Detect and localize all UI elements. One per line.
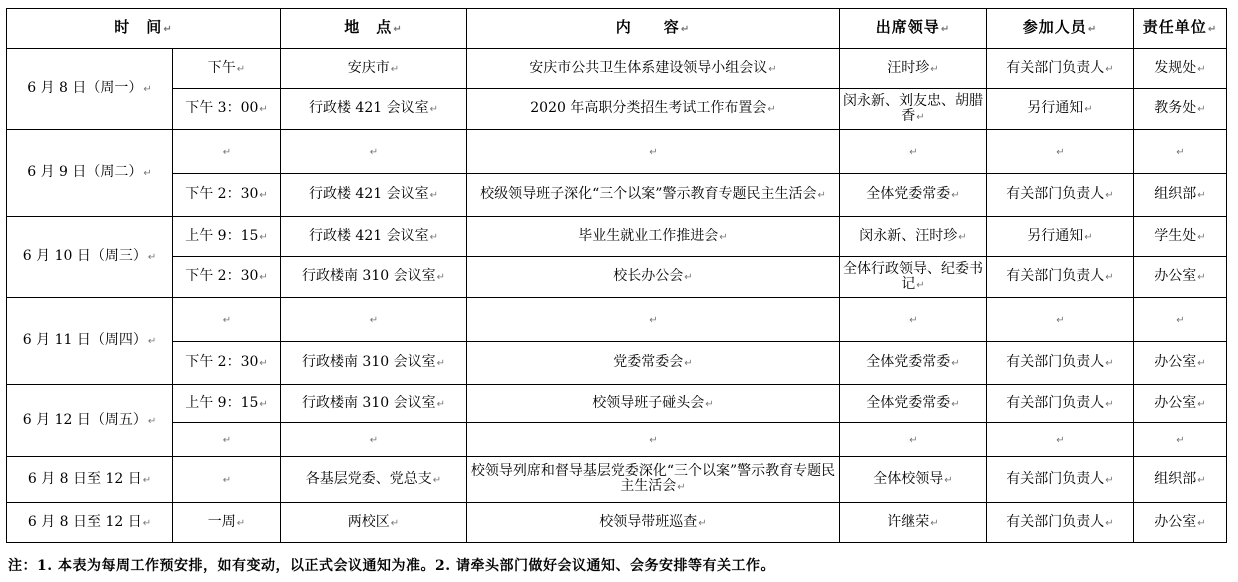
paragraph-mark: ↵ xyxy=(1197,104,1206,115)
paragraph-mark: ↵ xyxy=(429,231,438,243)
participants-cell-text: 另行通知 xyxy=(1027,100,1084,116)
paragraph-mark: ↵ xyxy=(259,398,268,410)
content-cell-text: 安庆市公共卫生体系建设领导小组会议 xyxy=(529,59,768,76)
paragraph-mark: ↵ xyxy=(768,63,777,75)
date-cell-text: 6 月 8 日（周一） xyxy=(27,80,143,96)
paragraph-mark: ↵ xyxy=(684,358,693,369)
paragraph-mark: ↵ xyxy=(147,252,157,263)
schedule-row xyxy=(7,342,1227,385)
unit-cell xyxy=(1134,174,1227,217)
header-place: 地 点↵ xyxy=(281,9,467,49)
date-cell xyxy=(7,298,173,385)
paragraph-mark: ↵ xyxy=(429,104,438,115)
paragraph-mark: ↵ xyxy=(259,272,268,283)
unit-cell xyxy=(1134,257,1227,298)
leader-cell-text: 闵永新、汪时珍 xyxy=(859,227,958,244)
schedule-body xyxy=(7,49,1227,543)
paragraph-mark: ↵ xyxy=(916,279,925,291)
time-cell-text: 下午 2：30 xyxy=(185,354,259,370)
unit-cell xyxy=(1134,130,1227,174)
leader-cell xyxy=(840,89,987,130)
paragraph-mark: ↵ xyxy=(1176,434,1185,446)
participants-cell xyxy=(987,89,1134,130)
time-cell-text: 下午 3：00 xyxy=(185,100,259,116)
place-cell xyxy=(281,89,467,130)
paragraph-mark: ↵ xyxy=(436,398,445,410)
place-cell xyxy=(281,257,467,298)
place-cell xyxy=(281,342,467,385)
leader-cell xyxy=(840,298,987,342)
paragraph-mark: ↵ xyxy=(369,146,379,158)
place-cell-text: 行政楼南 310 会议室 xyxy=(301,394,436,411)
unit-cell-text: 学生处 xyxy=(1154,227,1197,244)
paragraph-mark: ↵ xyxy=(1197,231,1206,243)
paragraph-mark: ↵ xyxy=(684,272,693,283)
leader-cell xyxy=(840,385,987,423)
schedule-row xyxy=(7,130,1227,174)
date-cell xyxy=(7,503,173,543)
paragraph-mark: ↵ xyxy=(436,272,445,283)
paragraph-mark: ↵ xyxy=(1176,314,1185,326)
paragraph-mark: ↵ xyxy=(1197,190,1206,201)
paragraph-mark: ↵ xyxy=(259,104,268,115)
content-cell xyxy=(467,503,840,543)
place-cell-text: 行政楼 421 会议室 xyxy=(308,227,429,244)
paragraph-mark: ↵ xyxy=(649,146,658,158)
paragraph-mark: ↵ xyxy=(1056,314,1065,326)
participants-cell xyxy=(987,457,1134,503)
leader-cell xyxy=(840,130,987,174)
range-row xyxy=(7,457,1227,503)
place-cell xyxy=(281,385,467,423)
paragraph-mark: ↵ xyxy=(390,63,400,75)
paragraph-mark: ↵ xyxy=(1105,517,1114,529)
place-cell xyxy=(281,298,467,342)
unit-cell xyxy=(1134,217,1227,257)
participants-cell xyxy=(987,257,1134,298)
place-cell-text: 行政楼南 310 会议室 xyxy=(301,354,436,370)
participants-cell xyxy=(987,385,1134,423)
time-cell xyxy=(173,342,281,385)
time-cell-text: 下午 xyxy=(207,59,236,76)
unit-cell-text: 办公室 xyxy=(1154,394,1197,411)
date-cell-text: 6 月 8 日至 12 日 xyxy=(27,513,142,530)
paragraph-mark: ↵ xyxy=(1105,398,1114,410)
schedule-row xyxy=(7,89,1227,130)
paragraph-mark: ↵ xyxy=(1105,63,1114,75)
time-cell xyxy=(173,503,281,543)
paragraph-mark: ↵ xyxy=(1105,272,1114,283)
content-cell-text: 校领导列席和督导基层党委深化“三个以案”警示教育专题民主生活会 xyxy=(470,463,836,494)
content-cell xyxy=(467,385,840,423)
paragraph-mark: ↵ xyxy=(222,146,232,158)
unit-cell-text: 发规处 xyxy=(1154,59,1197,76)
paragraph-mark: ↵ xyxy=(951,190,960,201)
content-cell-text: 校级领导班子深化“三个以案”警示教育专题民主生活会 xyxy=(480,186,817,202)
unit-cell-text: 办公室 xyxy=(1154,354,1197,370)
time-cell xyxy=(173,89,281,130)
paragraph-mark: ↵ xyxy=(1176,146,1185,158)
paragraph-mark: ↵ xyxy=(698,517,707,529)
participants-cell-text: 有关部门负责人 xyxy=(1006,59,1105,76)
time-cell xyxy=(173,385,281,423)
weekly-schedule-table xyxy=(6,8,1227,543)
paragraph-mark: ↵ xyxy=(1105,358,1114,369)
leader-cell-text: 全体校领导 xyxy=(873,470,944,487)
participants-cell-text: 有关部门负责人 xyxy=(1006,470,1105,487)
time-cell xyxy=(173,217,281,257)
unit-cell-text: 办公室 xyxy=(1154,268,1197,284)
time-cell-text: 上午 9：15 xyxy=(185,394,259,411)
participants-cell xyxy=(987,130,1134,174)
paragraph-mark: ↵ xyxy=(147,415,157,427)
unit-cell-text: 组织部 xyxy=(1154,186,1197,202)
date-cell-text: 6 月 12 日（周五） xyxy=(22,411,147,428)
paragraph-mark: ↵ xyxy=(909,146,918,158)
schedule-row xyxy=(7,49,1227,89)
content-cell xyxy=(467,457,840,503)
leader-cell-text: 汪时珍 xyxy=(887,59,930,76)
schedule-row xyxy=(7,217,1227,257)
content-cell xyxy=(467,423,840,457)
paragraph-mark: ↵ xyxy=(142,517,152,529)
header-content: 内 容↵ xyxy=(467,9,840,49)
time-cell xyxy=(173,130,281,174)
unit-cell xyxy=(1134,385,1227,423)
paragraph-mark: ↵ xyxy=(259,190,268,201)
leader-cell xyxy=(840,257,987,298)
participants-cell-text: 有关部门负责人 xyxy=(1006,513,1105,530)
paragraph-mark: ↵ xyxy=(944,474,953,486)
date-cell xyxy=(7,130,173,217)
leader-cell-text: 闵永新、刘友忠、胡腊香 xyxy=(843,92,983,124)
header-participants: 参加人员↵ xyxy=(987,9,1134,49)
unit-cell xyxy=(1134,423,1227,457)
paragraph-mark: ↵ xyxy=(951,358,960,369)
paragraph-mark: ↵ xyxy=(390,517,400,529)
date-cell xyxy=(7,217,173,298)
leader-cell-text: 许继荣 xyxy=(887,513,930,530)
date-cell-text: 6 月 8 日至 12 日 xyxy=(27,470,142,487)
header-row xyxy=(7,9,1227,49)
participants-cell xyxy=(987,217,1134,257)
leader-cell xyxy=(840,217,987,257)
paragraph-mark: ↵ xyxy=(369,434,379,446)
place-cell-text: 各基层党委、党总支 xyxy=(305,470,432,487)
time-cell xyxy=(173,298,281,342)
unit-cell xyxy=(1134,342,1227,385)
paragraph-mark: ↵ xyxy=(143,84,152,95)
date-cell xyxy=(7,457,173,503)
place-cell xyxy=(281,423,467,457)
time-cell xyxy=(173,49,281,89)
place-cell xyxy=(281,174,467,217)
content-cell-text: 党委常委会 xyxy=(613,354,684,370)
content-cell-text: 校领导班子碰头会 xyxy=(592,394,705,411)
paragraph-mark: ↵ xyxy=(1197,474,1206,486)
date-cell xyxy=(7,49,173,130)
participants-cell xyxy=(987,342,1134,385)
footnote: 注：1. 本表为每周工作预安排，如有变动，以正式会议通知为准。2. 请牵头部门做好会议通知、会务安排等有关工作。 xyxy=(8,558,775,574)
paragraph-mark: ↵ xyxy=(1105,190,1114,201)
paragraph-mark: ↵ xyxy=(1105,474,1114,486)
leader-cell-text: 全体党委常委 xyxy=(866,354,951,370)
time-cell-text: 下午 2：30 xyxy=(185,186,259,202)
schedule-row xyxy=(7,385,1227,423)
paragraph-mark: ↵ xyxy=(1197,358,1206,369)
participants-cell xyxy=(987,49,1134,89)
unit-cell xyxy=(1134,503,1227,543)
paragraph-mark: ↵ xyxy=(930,63,939,75)
place-cell xyxy=(281,130,467,174)
paragraph-mark: ↵ xyxy=(1197,517,1206,529)
paragraph-mark: ↵ xyxy=(1056,434,1065,446)
paragraph-mark: ↵ xyxy=(432,474,442,486)
paragraph-mark: ↵ xyxy=(142,474,152,486)
paragraph-mark: ↵ xyxy=(677,482,686,493)
content-cell xyxy=(467,49,840,89)
place-cell-text: 行政楼 421 会议室 xyxy=(308,100,429,116)
time-cell xyxy=(173,257,281,298)
paragraph-mark: ↵ xyxy=(369,314,379,326)
time-cell-text: 一周 xyxy=(207,513,236,530)
paragraph-mark: ↵ xyxy=(259,231,268,243)
content-cell-text: 毕业生就业工作推进会 xyxy=(578,227,719,244)
paragraph-mark: ↵ xyxy=(222,474,232,486)
paragraph-mark: ↵ xyxy=(1197,63,1206,75)
leader-cell xyxy=(840,457,987,503)
participants-cell-text: 有关部门负责人 xyxy=(1006,394,1105,411)
header-leader: 出席领导↵ xyxy=(840,9,987,49)
paragraph-mark: ↵ xyxy=(259,358,268,369)
content-cell xyxy=(467,217,840,257)
participants-cell xyxy=(987,423,1134,457)
unit-cell-text: 组织部 xyxy=(1154,470,1197,487)
place-cell xyxy=(281,457,467,503)
paragraph-mark: ↵ xyxy=(1197,398,1206,410)
leader-cell-text: 全体党委常委 xyxy=(866,186,951,202)
paragraph-mark: ↵ xyxy=(649,314,658,326)
paragraph-mark: ↵ xyxy=(236,517,246,529)
paragraph-mark: ↵ xyxy=(429,190,438,201)
paragraph-mark: ↵ xyxy=(1056,146,1065,158)
unit-cell xyxy=(1134,49,1227,89)
unit-cell-text: 教务处 xyxy=(1154,100,1197,116)
participants-cell xyxy=(987,503,1134,543)
date-cell-text: 6 月 11 日（周四） xyxy=(22,332,147,348)
date-cell xyxy=(7,385,173,457)
leader-cell xyxy=(840,342,987,385)
paragraph-mark: ↵ xyxy=(705,398,714,410)
content-cell-text: 校领导带班巡查 xyxy=(599,513,698,530)
paragraph-mark: ↵ xyxy=(1197,272,1206,283)
unit-cell xyxy=(1134,89,1227,130)
paragraph-mark: ↵ xyxy=(147,336,157,347)
time-cell-text: 下午 2：30 xyxy=(185,268,259,284)
paragraph-mark: ↵ xyxy=(930,517,939,529)
unit-cell xyxy=(1134,457,1227,503)
participants-cell-text: 有关部门负责人 xyxy=(1006,186,1105,202)
place-cell-text: 行政楼南 310 会议室 xyxy=(301,268,436,284)
paragraph-mark: ↵ xyxy=(222,314,232,326)
content-cell-text: 2020 年高职分类招生考试工作布置会 xyxy=(530,100,767,116)
date-cell-text: 6 月 9 日（周二） xyxy=(27,164,143,180)
time-cell xyxy=(173,423,281,457)
paragraph-mark: ↵ xyxy=(817,190,826,201)
content-cell xyxy=(467,298,840,342)
paragraph-mark: ↵ xyxy=(1084,104,1093,115)
content-cell xyxy=(467,130,840,174)
leader-cell-text: 全体党委常委 xyxy=(866,394,951,411)
paragraph-mark: ↵ xyxy=(143,168,152,179)
paragraph-mark: ↵ xyxy=(649,434,658,446)
participants-cell xyxy=(987,174,1134,217)
place-cell-text: 行政楼 421 会议室 xyxy=(308,186,429,202)
time-cell xyxy=(173,457,281,503)
place-cell-text: 两校区 xyxy=(347,513,390,530)
schedule-row xyxy=(7,257,1227,298)
paragraph-mark: ↵ xyxy=(1084,231,1093,243)
paragraph-mark: ↵ xyxy=(222,434,232,446)
unit-cell xyxy=(1134,298,1227,342)
paragraph-mark: ↵ xyxy=(236,63,246,75)
content-cell xyxy=(467,257,840,298)
header-time: 时 间↵ xyxy=(7,9,281,49)
content-cell xyxy=(467,174,840,217)
leader-cell xyxy=(840,423,987,457)
participants-cell-text: 另行通知 xyxy=(1027,227,1084,244)
leader-cell-text: 全体行政领导、纪委书记 xyxy=(843,260,983,292)
paragraph-mark: ↵ xyxy=(951,398,960,410)
date-cell-text: 6 月 10 日（周三） xyxy=(22,248,147,264)
schedule-row xyxy=(7,423,1227,457)
paragraph-mark: ↵ xyxy=(958,231,967,243)
paragraph-mark: ↵ xyxy=(767,104,776,115)
leader-cell xyxy=(840,174,987,217)
content-cell-text: 校长办公会 xyxy=(613,268,684,284)
range-row xyxy=(7,503,1227,543)
content-cell xyxy=(467,89,840,130)
participants-cell-text: 有关部门负责人 xyxy=(1006,354,1105,370)
participants-cell-text: 有关部门负责人 xyxy=(1006,268,1105,284)
paragraph-mark: ↵ xyxy=(436,358,445,369)
content-cell xyxy=(467,342,840,385)
participants-cell xyxy=(987,298,1134,342)
place-cell xyxy=(281,217,467,257)
paragraph-mark: ↵ xyxy=(909,434,918,446)
unit-cell-text: 办公室 xyxy=(1154,513,1197,530)
schedule-row xyxy=(7,174,1227,217)
place-cell xyxy=(281,49,467,89)
leader-cell xyxy=(840,49,987,89)
header-unit: 责任单位↵ xyxy=(1134,9,1227,49)
place-cell-text: 安庆市 xyxy=(347,59,390,76)
schedule-row xyxy=(7,298,1227,342)
leader-cell xyxy=(840,503,987,543)
paragraph-mark: ↵ xyxy=(909,314,918,326)
time-cell xyxy=(173,174,281,217)
paragraph-mark: ↵ xyxy=(719,231,728,243)
place-cell xyxy=(281,503,467,543)
time-cell-text: 上午 9：15 xyxy=(185,227,259,244)
paragraph-mark: ↵ xyxy=(916,111,925,123)
